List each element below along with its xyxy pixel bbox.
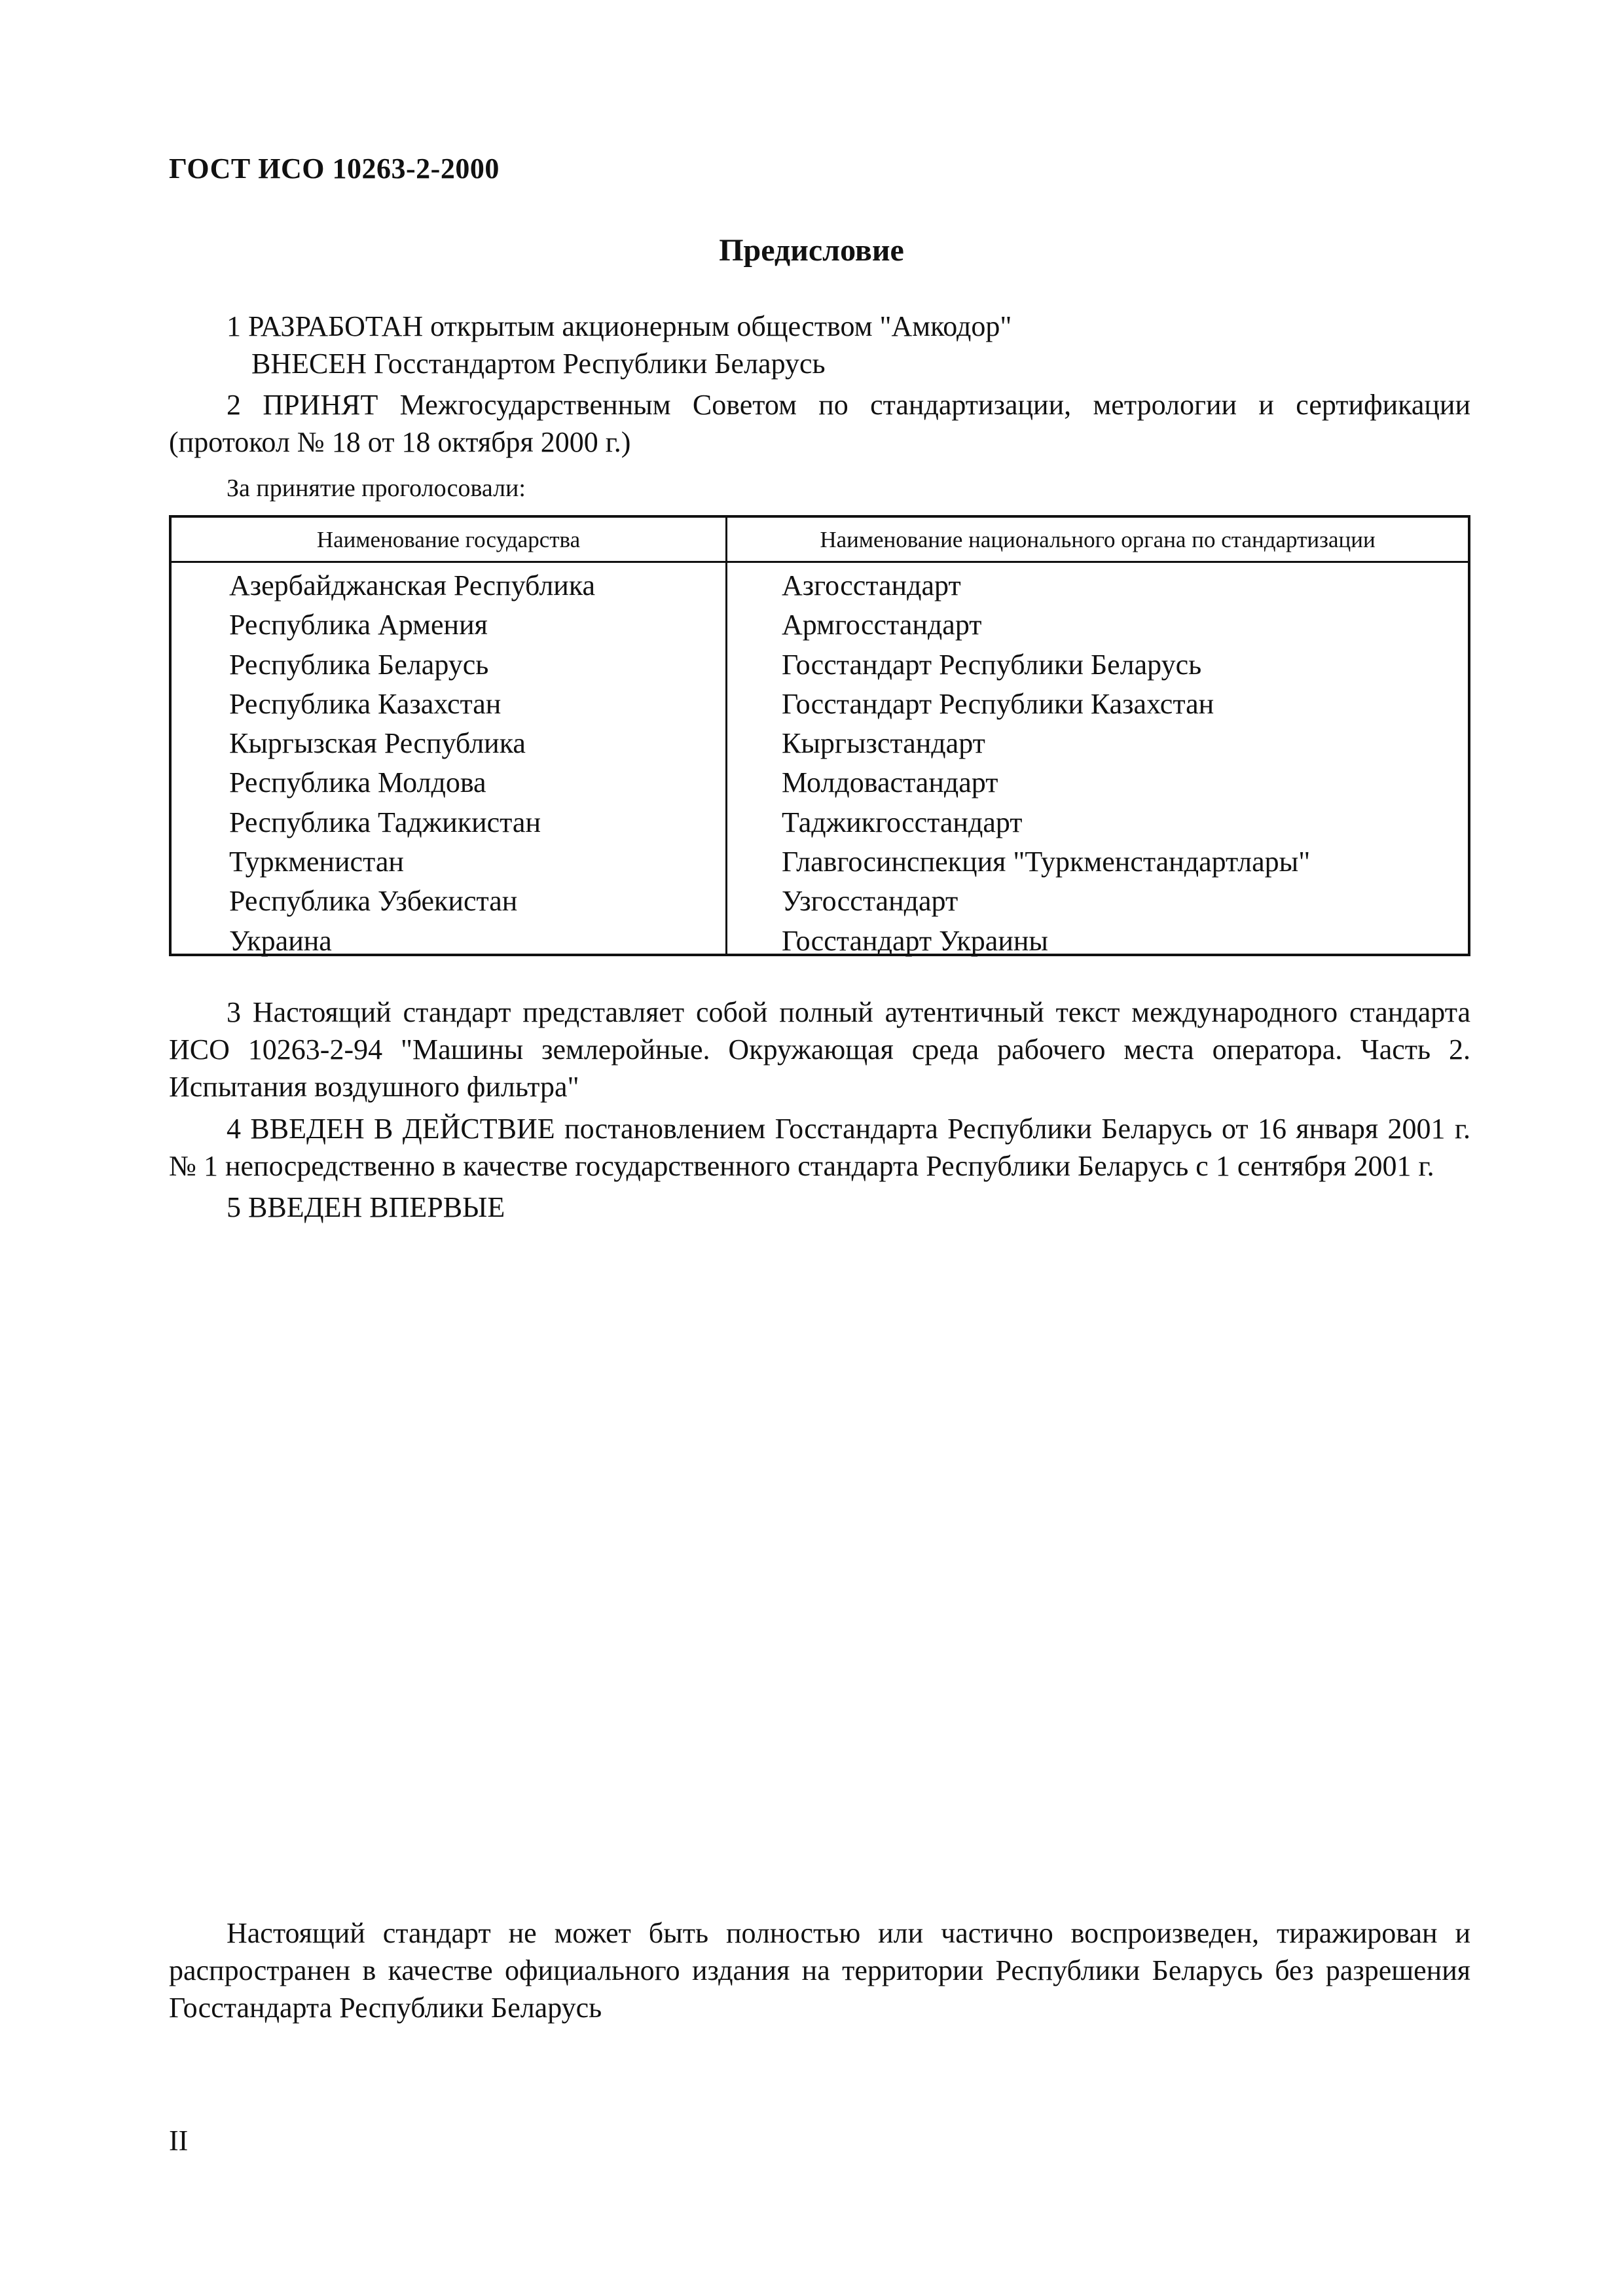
table-row xyxy=(172,687,1468,726)
standards-body: Кыргызстандарт xyxy=(782,727,985,760)
item-3-line-2: ИСО 10263-2-94 "Машины землеройные. Окружающая среда рабочего места оператора. Часть 2. xyxy=(169,1033,1470,1066)
standards-body: Госстандарт Украины xyxy=(782,924,1048,957)
standards-body: Госстандарт Республики Беларусь xyxy=(782,648,1202,681)
state-name: Республика Армения xyxy=(229,609,488,641)
standards-body: Главгосинспекция "Туркменстандартлары" xyxy=(782,846,1311,878)
state-name: Республика Таджикистан xyxy=(229,806,541,838)
notice-line-3: Госстандарта Республики Беларусь xyxy=(169,1992,602,2024)
state-name: Туркменистан xyxy=(229,846,404,878)
notice-line-2: распространен в качестве официального издания на территории Республики Беларусь без разрешения xyxy=(169,1954,1470,1986)
page-number: II xyxy=(169,2125,189,2157)
table-row xyxy=(172,766,1468,805)
table-row xyxy=(172,648,1468,687)
item-4-line-1: 4 ВВЕДЕН В ДЕЙСТВИЕ постановлением Госстандарта Республики Беларусь от 16 января 2001 г. xyxy=(227,1113,1470,1145)
table-row xyxy=(172,845,1468,884)
item-1 xyxy=(169,308,1470,382)
table-row xyxy=(172,924,1468,963)
item-3 xyxy=(169,994,1470,1105)
standards-body: Армгосстандарт xyxy=(782,609,982,641)
item-1-line-1: 1 РАЗРАБОТАН открытым акционерным обществом "Амкодор" xyxy=(227,310,1012,342)
column-header-state: Наименование государства xyxy=(316,527,581,552)
item-2-line-2: (протокол № 18 от 18 октября 2000 г.) xyxy=(169,426,631,458)
item-3-line-1: 3 Настоящий стандарт представляет собой полный аутентичный текст международного стандарта xyxy=(227,996,1470,1028)
vote-label: За принятие проголосовали: xyxy=(227,475,526,502)
table-body xyxy=(172,569,1468,963)
state-name: Азербайджанская Республика xyxy=(229,569,596,601)
item-2 xyxy=(169,386,1470,461)
state-name: Республика Молдова xyxy=(229,766,486,799)
table-row xyxy=(172,608,1468,647)
notice-line-1: Настоящий стандарт не может быть полностью или частично воспроизведен, тиражирован и xyxy=(227,1917,1470,1949)
table-row xyxy=(172,806,1468,845)
standards-body: Молдовастандарт xyxy=(782,766,998,799)
table-header xyxy=(172,518,1468,563)
standards-body: Узгосстандарт xyxy=(782,885,958,918)
section-title: Предисловие xyxy=(719,233,904,268)
state-name: Республика Казахстан xyxy=(229,687,501,720)
voting-table xyxy=(169,515,1470,956)
column-header-body: Наименование национального органа по стандартизации xyxy=(820,527,1376,552)
standards-body: Госстандарт Республики Казахстан xyxy=(782,687,1214,720)
item-2-line-1: 2 ПРИНЯТ Межгосударственным Советом по стандартизации, метрологии и сертификации xyxy=(227,389,1470,421)
item-1-line-2: ВНЕСЕН Госстандартом Республики Беларусь xyxy=(251,348,826,380)
state-name: Украина xyxy=(229,924,332,957)
state-name: Республика Беларусь xyxy=(229,648,489,681)
state-name: Кыргызская Республика xyxy=(229,727,526,760)
item-4 xyxy=(169,1110,1470,1185)
table-row xyxy=(172,884,1468,924)
state-name: Республика Узбекистан xyxy=(229,885,518,918)
standards-body: Таджикгосстандарт xyxy=(782,806,1023,838)
standards-body: Азгосстандарт xyxy=(782,569,961,601)
item-5: 5 ВВЕДЕН ВПЕРВЫЕ xyxy=(227,1191,505,1223)
document-code: ГОСТ ИСО 10263-2-2000 xyxy=(169,152,500,185)
table-row xyxy=(172,726,1468,766)
table-row xyxy=(172,569,1468,608)
item-3-line-3: Испытания воздушного фильтра" xyxy=(169,1071,579,1103)
copyright-notice xyxy=(169,1914,1470,2026)
item-4-line-2: № 1 непосредственно в качестве государственного стандарта Республики Беларусь с 1 сентября 2001 г. xyxy=(169,1150,1434,1182)
